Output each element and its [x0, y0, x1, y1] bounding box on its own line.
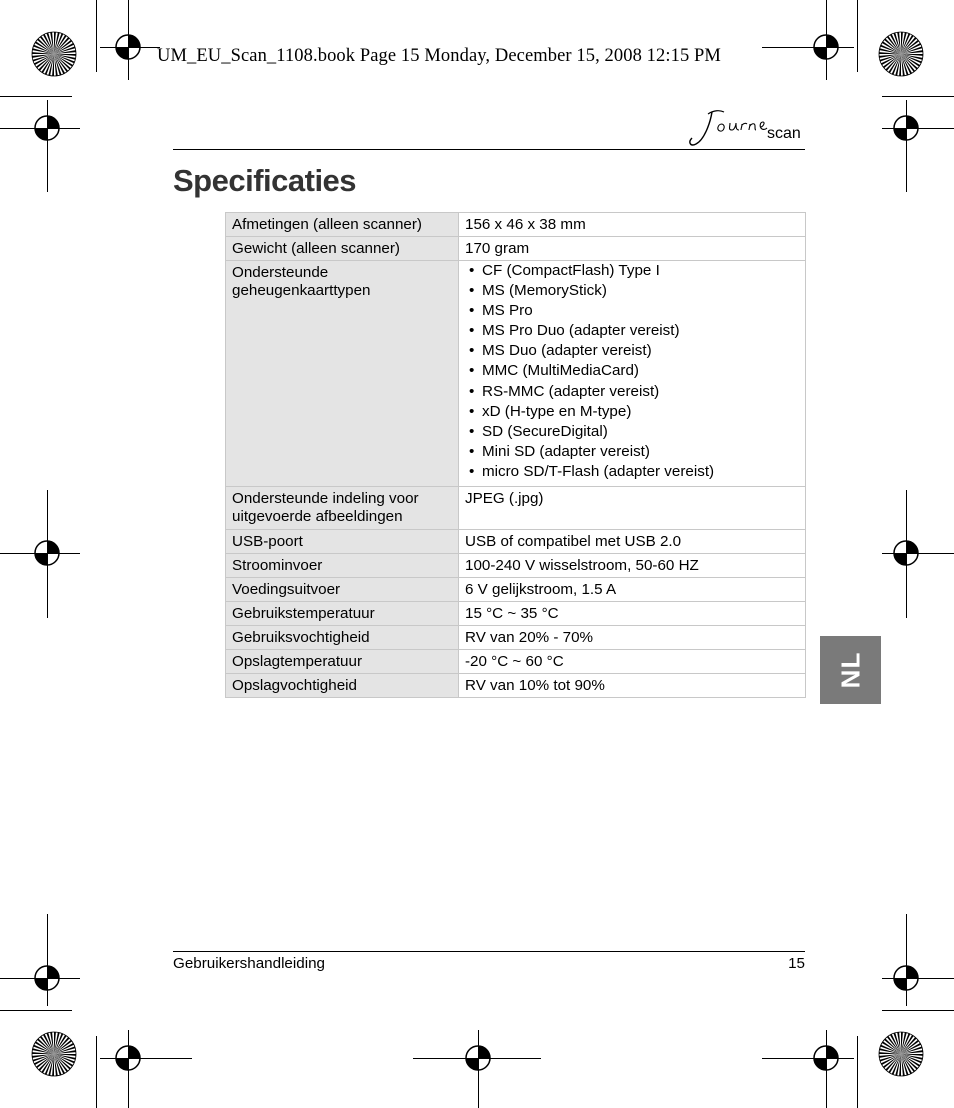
header-rule	[173, 149, 805, 150]
registration-mark-icon	[810, 31, 842, 63]
language-tab-label: NL	[835, 651, 865, 689]
star-target-icon	[878, 31, 924, 77]
crop-line	[96, 0, 97, 72]
spec-table	[225, 212, 806, 698]
list-item: • micro SD/T-Flash (adapter vereist)	[465, 462, 799, 482]
spec-value	[459, 261, 806, 487]
crop-line	[0, 1010, 72, 1011]
crop-line	[0, 96, 72, 97]
spec-label: Gebruiksvochtigheid	[226, 626, 459, 650]
registration-mark-icon	[31, 962, 63, 994]
table-row	[226, 213, 806, 237]
spec-label: Opslagtemperatuur	[226, 650, 459, 674]
list-item: • MS Pro	[465, 301, 799, 321]
table-row	[226, 626, 806, 650]
logo-scan-text: scan	[767, 125, 801, 142]
star-target-icon	[31, 1031, 77, 1077]
spec-label: Stroominvoer	[226, 554, 459, 578]
registration-mark-icon	[112, 1042, 144, 1074]
spec-value: JPEG (.jpg)	[459, 487, 806, 530]
spec-value: 100-240 V wisselstroom, 50-60 HZ	[459, 554, 806, 578]
registration-mark-icon	[890, 962, 922, 994]
table-row	[226, 674, 806, 698]
spec-value: 15 °C ~ 35 °C	[459, 602, 806, 626]
spec-value: RV van 10% tot 90%	[459, 674, 806, 698]
list-item: • CF (CompactFlash) Type I	[465, 261, 799, 281]
table-row	[226, 554, 806, 578]
table-row	[226, 578, 806, 602]
memory-card-list	[465, 261, 799, 482]
registration-mark-icon	[31, 537, 63, 569]
table-row	[226, 650, 806, 674]
table-row	[226, 237, 806, 261]
spec-label: Gebruikstemperatuur	[226, 602, 459, 626]
registration-mark-icon	[890, 112, 922, 144]
spec-label: Afmetingen (alleen scanner)	[226, 213, 459, 237]
crop-line	[96, 1036, 97, 1108]
crop-line	[857, 0, 858, 72]
spec-value: 6 V gelijkstroom, 1.5 A	[459, 578, 806, 602]
list-item: • MS (MemoryStick)	[465, 281, 799, 301]
registration-mark-icon	[890, 537, 922, 569]
spec-value: USB of compatibel met USB 2.0	[459, 530, 806, 554]
table-row	[226, 602, 806, 626]
footer-rule	[173, 951, 805, 952]
table-row	[226, 261, 806, 487]
registration-mark-icon	[462, 1042, 494, 1074]
registration-mark-icon	[31, 112, 63, 144]
star-target-icon	[31, 31, 77, 77]
list-item: • RS-MMC (adapter vereist)	[465, 382, 799, 402]
spec-label: USB-poort	[226, 530, 459, 554]
page-number: 15	[788, 955, 805, 972]
crop-line	[857, 1036, 858, 1108]
spec-value: -20 °C ~ 60 °C	[459, 650, 806, 674]
footer-title: Gebruikershandleiding	[173, 955, 325, 972]
spec-label: Opslagvochtigheid	[226, 674, 459, 698]
language-tab	[820, 636, 881, 704]
crop-line	[882, 1010, 954, 1011]
print-header: UM_EU_Scan_1108.book Page 15 Monday, December 15, 2008 12:15 PM	[157, 46, 721, 66]
list-item: • MMC (MultiMediaCard)	[465, 361, 799, 381]
star-target-icon	[878, 1031, 924, 1077]
list-item: • SD (SecureDigital)	[465, 422, 799, 442]
page-title: Specificaties	[173, 163, 357, 198]
spec-label: Ondersteunde indeling voor uitgevoerde afbeeldingen	[226, 487, 459, 530]
spec-label: Voedingsuitvoer	[226, 578, 459, 602]
registration-mark-icon	[112, 31, 144, 63]
list-item: • Mini SD (adapter vereist)	[465, 442, 799, 462]
crop-line	[882, 96, 954, 97]
list-item: • xD (H-type en M-type)	[465, 402, 799, 422]
spec-label: Gewicht (alleen scanner)	[226, 237, 459, 261]
list-item: • MS Duo (adapter vereist)	[465, 341, 799, 361]
spec-label: Ondersteunde geheugenkaarttypen	[226, 261, 459, 487]
registration-mark-icon	[810, 1042, 842, 1074]
table-row	[226, 487, 806, 530]
spec-value: 170 gram	[459, 237, 806, 261]
table-row	[226, 530, 806, 554]
list-item: • MS Pro Duo (adapter vereist)	[465, 321, 799, 341]
spec-value: 156 x 46 x 38 mm	[459, 213, 806, 237]
spec-value: RV van 20% - 70%	[459, 626, 806, 650]
